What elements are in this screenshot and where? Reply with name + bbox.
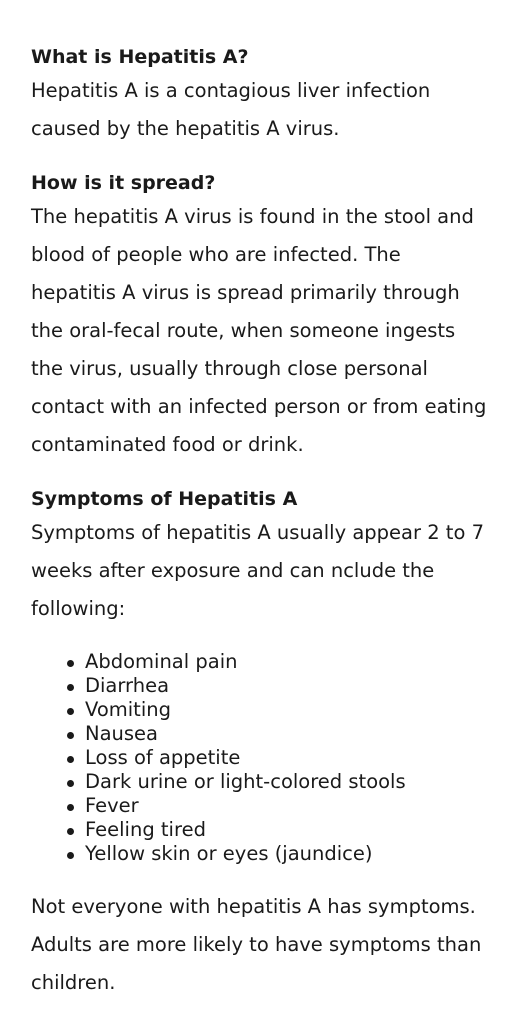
section-symptoms: [31, 484, 490, 1002]
section-body: Symptoms of hepatitis A usually appear 2 to 7 weeks after exposure and can nclude the following:: [31, 521, 484, 620]
bullet-icon: [67, 852, 74, 859]
section-heading: Symptoms of Hepatitis A: [31, 488, 298, 510]
list-item: [85, 650, 490, 674]
list-item: [85, 674, 490, 698]
section-heading: How is it spread?: [31, 172, 216, 194]
section-how-spread: [31, 168, 490, 464]
list-item: [85, 698, 490, 722]
bullet-icon: [67, 804, 74, 811]
list-item-text: Feeling tired: [85, 818, 206, 841]
closing-paragraph: Not everyone with hepatitis A has symptoms. Adults are more likely to have symptoms than children.: [31, 895, 482, 994]
list-item-text: Yellow skin or eyes (jaundice): [85, 842, 373, 865]
list-item: [85, 746, 490, 770]
section-what-is: [31, 42, 490, 148]
bullet-icon: [67, 828, 74, 835]
list-item-text: Dark urine or light-colored stools: [85, 770, 406, 793]
section-heading: What is Hepatitis A?: [31, 46, 249, 68]
bullet-icon: [67, 732, 74, 739]
symptom-list: [31, 650, 490, 866]
list-item-text: Nausea: [85, 722, 159, 745]
list-item: [85, 818, 490, 842]
bullet-icon: [67, 780, 74, 787]
bullet-icon: [67, 708, 74, 715]
list-item: [85, 770, 490, 794]
list-item-text: Diarrhea: [85, 674, 170, 697]
list-item: [85, 722, 490, 746]
list-item-text: Vomiting: [85, 698, 171, 721]
section-body: The hepatitis A virus is found in the stool and blood of people who are infected. The hepatitis A virus is spread primarily through the oral-fecal route, when someone ingests the virus, usually through close personal contact with an infected person or from eating contaminated food or drink.: [31, 205, 487, 456]
list-item-text: Loss of appetite: [85, 746, 241, 769]
list-item-text: Abdominal pain: [85, 650, 238, 673]
bullet-icon: [67, 660, 74, 667]
list-item: [85, 842, 490, 866]
bullet-icon: [67, 756, 74, 763]
list-item: [85, 794, 490, 818]
list-item-text: Fever: [85, 794, 139, 817]
bullet-icon: [67, 684, 74, 691]
section-body: Hepatitis A is a contagious liver infection caused by the hepatitis A virus.: [31, 79, 431, 140]
